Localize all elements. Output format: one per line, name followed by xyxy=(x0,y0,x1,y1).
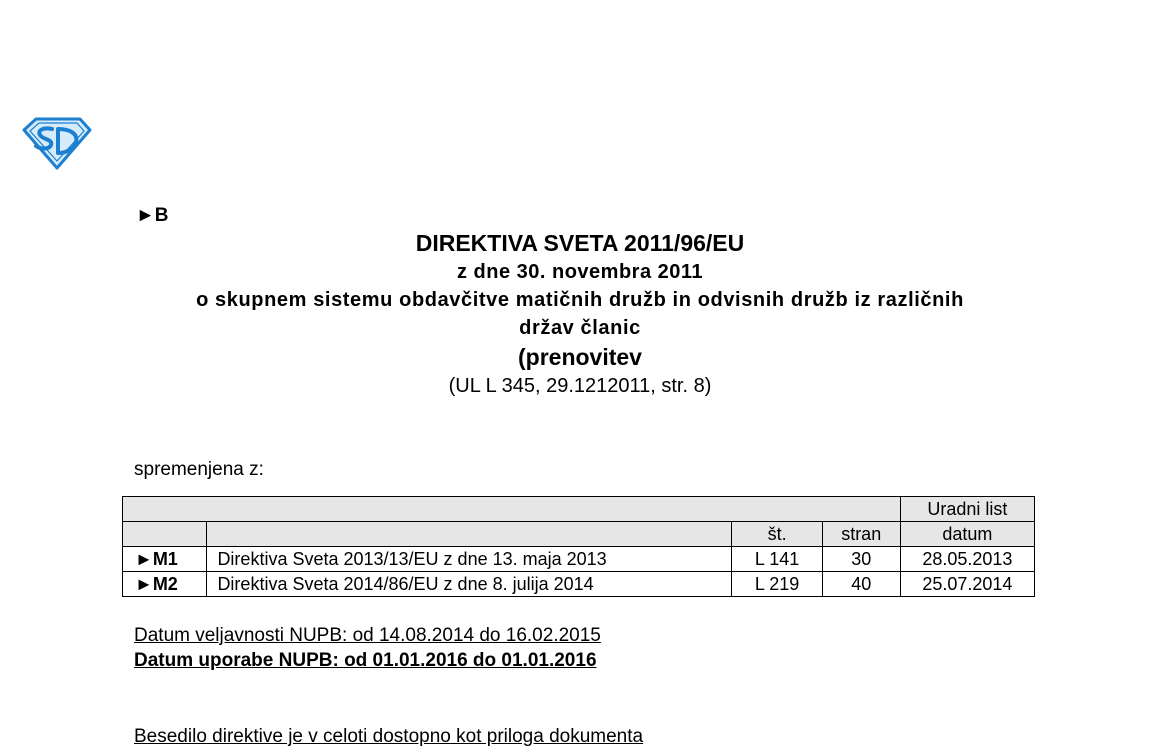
official-journal-reference: (UL L 345, 29.1212011, str. 8) xyxy=(448,375,712,397)
table-row xyxy=(123,572,1035,597)
amended-by-label: spremenjena z: xyxy=(134,459,264,480)
base-act-marker: ►B xyxy=(136,205,169,226)
header-official-journal: Uradni list xyxy=(900,497,1034,522)
row-marker[interactable]: ►M1 xyxy=(123,547,207,572)
table-subheader-row xyxy=(123,522,1035,547)
header-empty-marker xyxy=(123,522,207,547)
full-text-note: Besedilo direktive je v celoti dostopno kot priloga dokumenta xyxy=(134,726,644,747)
document-title: DIREKTIVA SVETA 2011/96/EU xyxy=(415,230,745,256)
row-marker[interactable]: ►M2 xyxy=(123,572,207,597)
header-spacer xyxy=(123,497,901,522)
header-page: stran xyxy=(822,522,900,547)
table-row xyxy=(123,547,1035,572)
row-page: 40 xyxy=(822,572,900,597)
document-description-line2: držav članic xyxy=(519,317,641,339)
table-header-row xyxy=(123,497,1035,522)
validity-date: Datum veljavnosti NUPB: od 14.08.2014 do 16.02.2015 xyxy=(134,625,601,646)
application-date: Datum uporabe NUPB: od 01.01.2016 do 01.01.2016 xyxy=(134,650,597,671)
document-date: z dne 30. novembra 2011 xyxy=(456,261,704,283)
title-block xyxy=(120,228,1040,400)
row-number: L 141 xyxy=(732,547,822,572)
amendments-table xyxy=(122,496,1035,597)
document-description-line1: o skupnem sistemu obdavčitve matičnih družb in odvisnih družb iz različnih xyxy=(196,289,964,311)
row-description: Direktiva Sveta 2013/13/EU z dne 13. maja 2013 xyxy=(207,547,732,572)
header-date: datum xyxy=(900,522,1034,547)
row-page: 30 xyxy=(822,547,900,572)
header-number: št. xyxy=(732,522,822,547)
header-empty-description xyxy=(207,522,732,547)
row-number: L 219 xyxy=(732,572,822,597)
shield-logo-icon xyxy=(22,116,92,172)
row-date: 25.07.2014 xyxy=(900,572,1034,597)
row-date: 28.05.2013 xyxy=(900,547,1034,572)
recast-label: (prenovitev xyxy=(518,344,642,370)
row-description: Direktiva Sveta 2014/86/EU z dne 8. julija 2014 xyxy=(207,572,732,597)
